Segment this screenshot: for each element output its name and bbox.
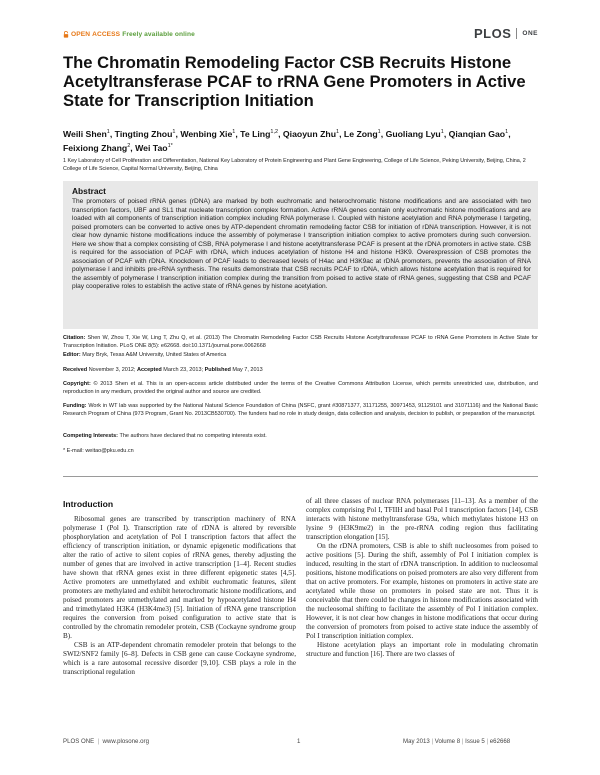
author-affiliation-mark: 1 — [505, 129, 509, 135]
footer-site-link[interactable]: www.plosone.org — [102, 738, 149, 745]
copyright: Copyright: © 2013 Shen et al. This is an open-access article distributed under the terms of the Creative Commons Attribution License, which permits unrestricted use, distribution, and reproduction in any medium, provided the original author and source are credited. — [63, 381, 538, 395]
author-affiliation-mark: 1,2 — [270, 129, 279, 135]
introduction-heading: Introduction — [63, 499, 114, 509]
citation: Citation: Shen W, Zhou T, Xie W, Ling T, Zhu Q, et al. (2013) The Chromatin Remodeling Factor CSB Recruits Histone Acetyltransferase PCAF to rRNA Gene Promoters in Active State for Transcription Initiation. PLoS ONE 8(5): e62668. doi:10.1371/journal.pone.0062668 — [63, 335, 539, 349]
author-affiliation-mark: 1 — [377, 129, 381, 135]
author-name: Qiaoyun Zhu — [282, 128, 336, 139]
dates: Received November 3, 2012; Accepted March 23, 2013; Published May 7, 2013 — [63, 367, 263, 373]
intro-paragraph: CSB is an ATP-dependent chromatin remodeler protein that belongs to the SWI2/SNF2 family [6–8]. Defects in CSB gene can cause Cockayne syndrome, which is a rare autosomal recessive disorder [9,10]. CSB plays a role in the transcriptional regulation — [63, 641, 296, 677]
intro-paragraph: of all three classes of nuclear RNA polymerases [11–13]. As a member of the complex comprising Pol I, TFIIH and basal Pol I transcription factors [14], CSB interacts with histone methyltransferase G9a, which methylates histone H3 on lysine 9 (H3K9me2) in the pre-rRNA coding region thus facilitating transcription elongation [15]. — [306, 497, 538, 542]
author-separator: , — [235, 128, 241, 139]
author-name: Wei Tao — [135, 143, 168, 154]
footer-journal: PLOS ONE | www.plosone.org — [63, 738, 149, 745]
author-name: Qianqian Gao — [448, 128, 506, 139]
author-affiliation-mark: 1 — [336, 129, 340, 135]
logo-divider — [516, 28, 517, 39]
affiliations: 1 Key Laboratory of Cell Proliferation and Differentiation, National Key Laboratory of Protein Engineering and Plant Gene Engineering, College of Life Science, Peking University, Beijing, China, 2 College of Life Science, Capital Normal University, Beijing, China — [63, 158, 526, 173]
author-affiliation-mark: 1 — [440, 129, 444, 135]
funding: Funding: Work in WT lab was supported by the National Natural Science Foundation of China (NSFC, grant #30871377, 31171255, 30971453, 91129101 and 31071116) and the National Basic Research Program of China (973 Program, Grant No. 2013CB530700). The funders had no role in study design, data collection and analysis, decision to publish, or preparation of the manuscript. — [63, 403, 538, 417]
author-separator: , — [380, 128, 386, 139]
footer-issue-info: May 2013 | Volume 8 | Issue 5 | e62668 — [403, 738, 511, 745]
corresponding-email: * E-mail: weitao@pku.edu.cn — [63, 448, 134, 454]
section-divider — [63, 476, 538, 477]
email-link[interactable]: weitao@pku.edu.cn — [85, 448, 134, 454]
author-name: Guoliang Lyu — [385, 128, 441, 139]
author-affiliation-mark: 1* — [167, 143, 173, 150]
author-separator: , — [508, 128, 511, 139]
plos-one-logo — [474, 26, 538, 41]
author-name: Wenbing Xie — [180, 128, 233, 139]
logo-one-text: ONE — [522, 30, 538, 37]
author-name: Feixiong Zhang — [63, 143, 128, 154]
author-separator: , — [339, 128, 344, 139]
intro-paragraph: Histone acetylation plays an important role in modulating chromatin structure and function [16]. There are two classes of — [306, 641, 538, 659]
author-name: Le Zong — [343, 128, 378, 139]
page-number: 1 — [297, 738, 301, 745]
logo-plos-text: PLOS — [474, 26, 512, 41]
intro-paragraph: Ribosomal genes are transcribed by transcription machinery of RNA polymerase I (Pol I). Transcription rate of rDNA is altered by reversible phosphorylation and acetylation of Pol I transcription factors that affect the efficiency of transcription initiation, or dynamic epigenetic modifications that alter the ratio of active to silent copies of rRNA genes, thereby adjusting the number of genes that are involved in active transcription [1–4]. Recent studies have shown that rRNA genes exist in three different epigenetic states [4,5]. Active promoters are unmethylated and exhibit euchromatic features, silent promoters are methylated and exhibit heterochromatic histone modifications, and poised promoters are unmethylated and marked by hypoacetylated histone H4 and trimethylated H3K4 (H3K4me3) [5]. Initiation of rRNA gene transcription requires the conversion from poised configuration to active state that is controlled by the chromatin remodeler protein, CSB (Cockayne syndrome group B). — [63, 515, 296, 641]
author-name: Te Ling — [240, 128, 271, 139]
author-separator: , — [130, 143, 136, 154]
editor: Editor: Mary Bryk, Texas A&M University, United States of America — [63, 352, 227, 358]
author-separator: , — [175, 128, 181, 139]
author-name: Tingting Zhou — [114, 128, 173, 139]
author-name: Weili Shen — [63, 128, 107, 139]
author-affiliation-mark: 1 — [106, 129, 110, 135]
open-access-label-b: ACCESS — [92, 31, 121, 38]
author-separator: , — [443, 128, 449, 139]
open-access-lock-icon — [63, 31, 69, 38]
intro-right-column — [306, 497, 538, 659]
freely-available-label: Freely available online — [122, 31, 195, 38]
author-list — [63, 126, 543, 155]
author-affiliation-mark: 1 — [232, 129, 236, 135]
article-title: The Chromatin Remodeling Factor CSB Recruits Histone Acetyltransferase PCAF to rRNA Gene Promoters in Active State for Transcription Initiation — [63, 53, 526, 110]
open-access-banner — [63, 31, 195, 38]
abstract-heading: Abstract — [72, 186, 106, 196]
author-affiliation-mark: 1 — [172, 129, 176, 135]
intro-left-column — [63, 515, 296, 677]
competing-interests: Competing Interests: The authors have declared that no competing interests exist. — [63, 433, 267, 439]
author-separator: , — [278, 128, 283, 139]
intro-paragraph: On the rDNA promoters, CSB is able to shift nucleosomes from poised to active positions [5]. During the shift, assembly of Pol I initiation complex is induced, resulting in the start of rDNA transcription. In addition to nucleosomal positions, histone modifications on poised promoters are also very different from that on active promoters. For example, histones on promoters in active state are acetylated while those on promoters in poised state are not. Thus it is conceivable that there could be changes in histone modifications associated with the nucleosomal shifting to facilitate the assembly of Pol I initiation complex. However, it is not clear how changes in histone modifications that occur during the conversion of promoters from poised to active state induce the assembly of Pol I transcription initiation complex. — [306, 542, 538, 641]
author-affiliation-mark: 2 — [127, 143, 131, 150]
open-access-label-a: OPEN — [71, 31, 91, 38]
author-separator: , — [109, 128, 115, 139]
abstract-text: The promoters of poised rRNA genes (rDNA) are marked by both euchromatic and heterochromatic histone modifications and are associated with two transcription factors, UBF and SL1 that nucleate transcription complex formation. Active rRNA genes contain only euchromatic histone modifications and are loaded with all components of transcription initiation complex including RNA polymerase I. Coupled with histone acetylation and RNA polymerase I targeting, poised promoters can be converted to active ones by ATP-dependent chromatin remodeling factor CSB for initiation of rDNA transcription. However, it is not clear how dynamic histone modifications induce the assembly of polymerase I transcription initiation complex to active promoters during such conversion. Here we show that a complex consisting of CSB, RNA polymerase I and histone acetyltransferase PCAF is present at the rDNA promoters in active state. CSB is required for the association of PCAF with rDNA, which induces acetylation of histone H4 and histone H3K9. Overexpression of CSB promotes the association of PCAF with rDNA. Knockdown of PCAF leads to decreased levels of H4ac and H3K9ac at rDNA promoters, prevents the association of RNA polymerase I and inhibits pre-rRNA synthesis. The results demonstrate that CSB recruits PCAF to rDNA, which allows histone acetylation that is required for the assembly of polymerase I transcription initiation complex during the transition from poised to active state of rRNA genes, suggesting that CSB and PCAF play cooperative roles to establish the active state of rRNA genes by histone acetylation. — [72, 198, 531, 291]
